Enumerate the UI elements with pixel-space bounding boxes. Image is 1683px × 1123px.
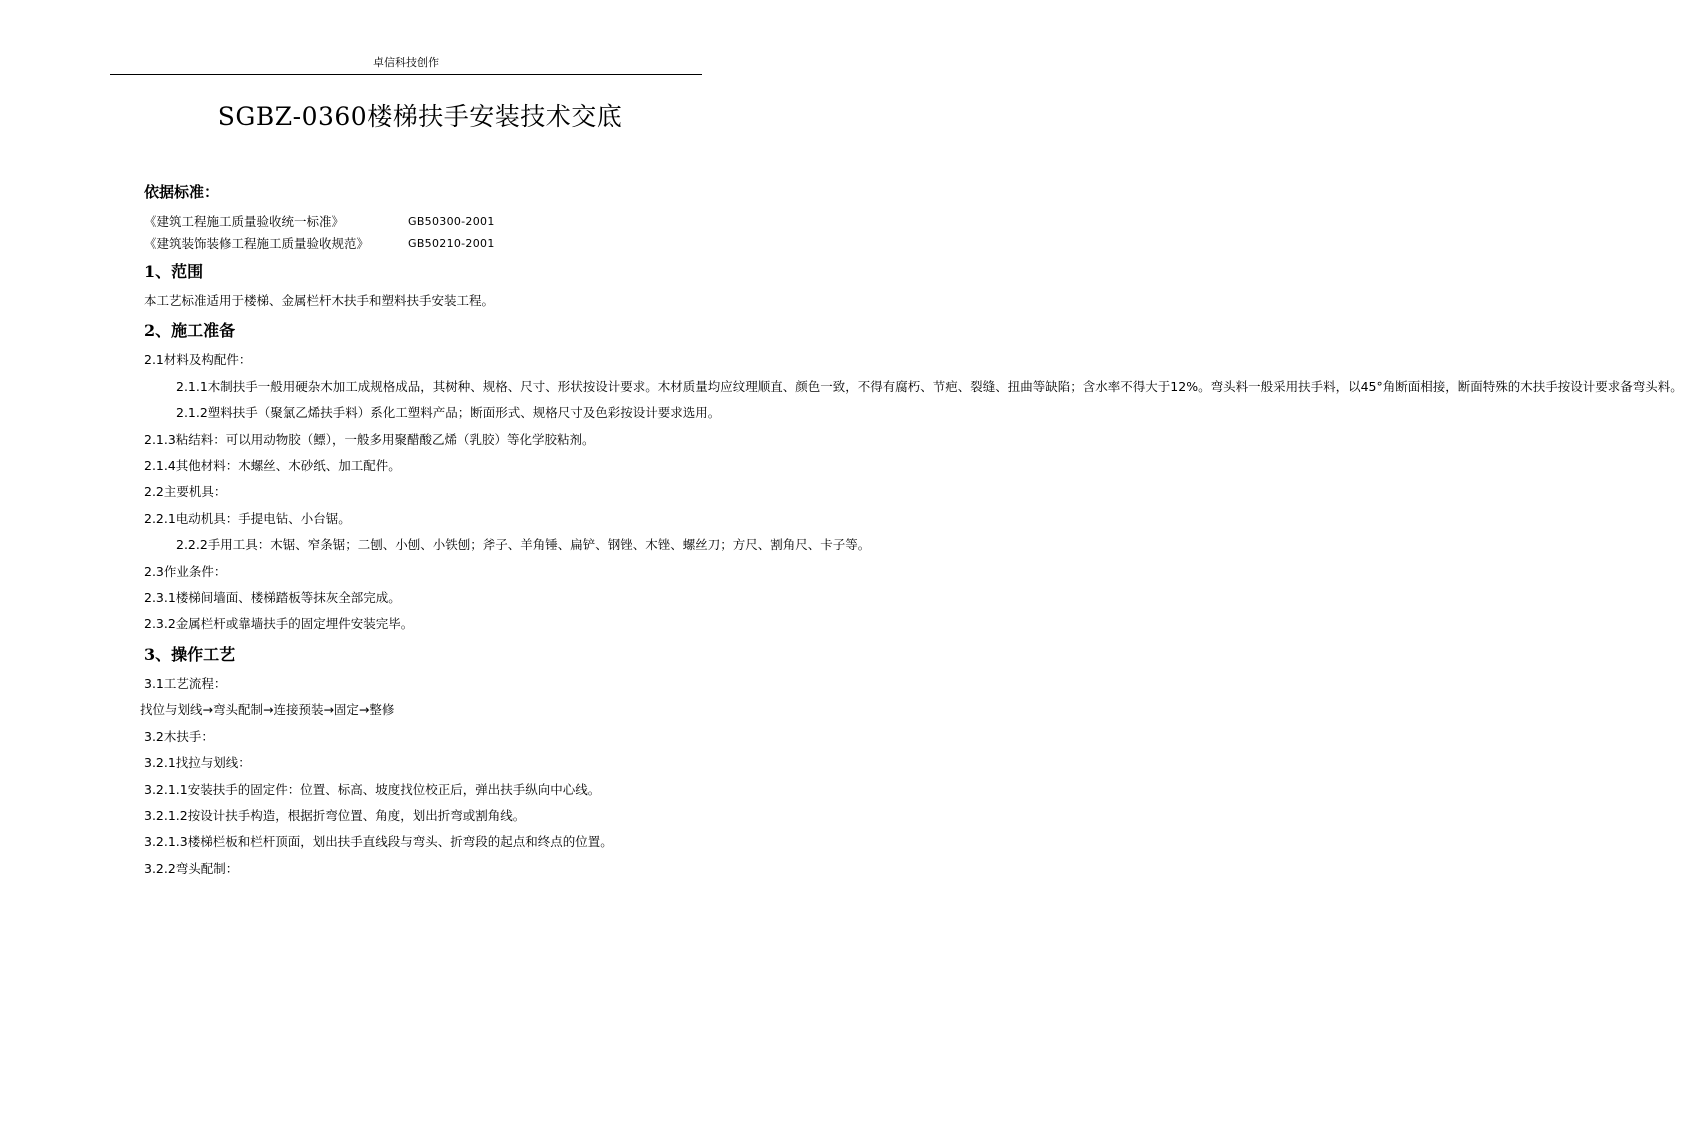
section-heading-prep: 2、施工准备	[144, 321, 236, 341]
section-heading-process: 3、操作工艺	[144, 644, 236, 664]
standard-name: 《建筑工程施工质量验收统一标准》	[144, 214, 345, 229]
prep-line: 2.3.2金属栏杆或靠墙扶手的固定埋件安装完毕。	[144, 616, 414, 632]
process-line: 3.2.1.3楼梯栏板和栏杆顶面，划出扶手直线段与弯头、折弯段的起点和终点的位置。	[144, 834, 613, 850]
process-line: 3.2.2弯头配制：	[144, 860, 239, 876]
prep-paragraph: 2.1.2塑料扶手（聚氯乙烯扶手料）系化工塑料产品；断面形式、规格尺寸及色彩按设计要求选用。	[176, 405, 721, 421]
prep-paragraph: 2.2.2手用工具：木锯、窄条锯；二刨、小刨、小铁刨；斧子、羊角锤、扁铲、钢锉、木锉、螺丝刀；方尺、割角尺、卡子等。	[176, 537, 871, 553]
process-flow: 找位与划线→弯头配制→连接预装→固定→整修	[140, 702, 395, 718]
prep-line: 2.2主要机具：	[144, 484, 227, 500]
process-line: 3.2木扶手：	[144, 728, 214, 744]
standard-code: GB50300-2001	[408, 215, 495, 228]
standard-name: 《建筑装饰装修工程施工质量验收规范》	[144, 236, 370, 251]
standard-item	[144, 233, 704, 255]
document-title: SGBZ-0360楼梯扶手安装技术交底	[217, 102, 623, 131]
standard-code: GB50210-2001	[408, 237, 495, 250]
prep-line: 2.3作业条件：	[144, 563, 227, 579]
document-body	[140, 175, 1683, 882]
section-heading-scope: 1、范围	[144, 262, 204, 281]
page-header	[110, 56, 702, 75]
prep-line: 2.1材料及构配件：	[144, 352, 252, 368]
process-line: 3.2.1找拉与划线：	[144, 755, 251, 771]
scope-text: 本工艺标准适用于楼梯、金属栏杆木扶手和塑料扶手安装工程。	[144, 293, 495, 308]
prep-line: 2.2.1电动机具：手提电钻、小台锯。	[144, 510, 351, 526]
header-company: 卓信科技创作	[373, 56, 439, 69]
prep-paragraph: 2.1.1木制扶手一般用硬杂木加工成规格成品，其树种、规格、尺寸、形状按设计要求。木材质量均应纹理顺直、颜色一致，不得有腐朽、节疤、裂缝、扭曲等缺陷；含水率不得大于12%。弯头料一般采用扶手料，以45°角断面相接，断面特殊的木扶手按设计要求备弯头料。	[176, 378, 1683, 394]
process-line: 3.2.1.2按设计扶手构造，根据折弯位置、角度，划出折弯或割角线。	[144, 807, 526, 823]
prep-line: 2.1.3粘结料：可以用动物胶（鳔），一般多用聚醋酸乙烯（乳胶）等化学胶粘剂。	[144, 431, 595, 447]
process-line: 3.1工艺流程：	[144, 675, 227, 691]
prep-line: 2.3.1楼梯间墙面、楼梯踏板等抹灰全部完成。	[144, 590, 401, 606]
basis-heading: 依据标准：	[144, 183, 220, 201]
prep-line: 2.1.4其他材料：木螺丝、木砂纸、加工配件。	[144, 458, 401, 474]
process-line: 3.2.1.1安装扶手的固定件：位置、标高、坡度找位校正后，弹出扶手纵向中心线。	[144, 781, 601, 797]
standard-item	[144, 211, 704, 233]
